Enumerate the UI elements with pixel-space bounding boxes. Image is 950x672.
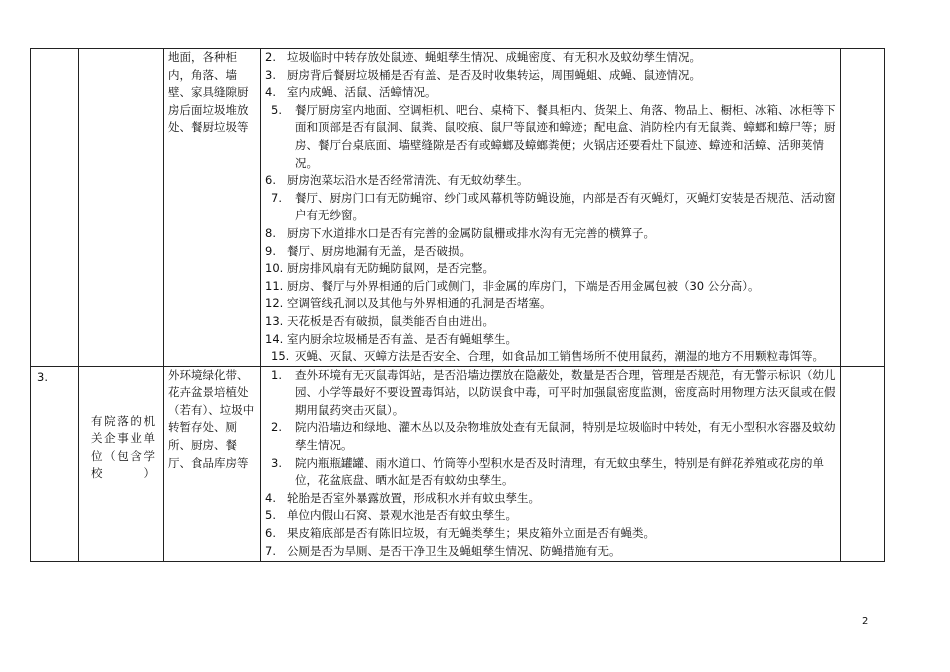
list-item: 4. 室内成蝇、活鼠、活蟑情况。 xyxy=(265,85,437,100)
list-item: 5. 餐厅厨房室内地面、空调柜机、吧台、桌椅下、餐具柜内、货架上、角落、物品上、橱柜、冰箱、冰柜等下面和顶部是否有鼠洞、鼠粪、鼠咬痕、鼠尸等鼠迹和蟑迹；配电盒、消防栓内有无鼠粪、蟑螂和蟑尸等；厨房、餐厅台桌底面、墙壁缝隙是否有或蟑螂及蟑螂粪便；火锅店还要看灶下鼠迹、蟑迹和活蟑、活卵荚情况。 xyxy=(271,102,836,170)
list-item: 8. 厨房下水道排水口是否有完善的金属防鼠栅或排水沟有无完善的横算子。 xyxy=(265,225,655,240)
list-item: 7. 餐厅、厨房门口有无防蝇帘、纱门或风幕机等防蝇设施，内部是否有灭蝇灯，灭蝇灯安装是否规范、活动窗户有无纱窗。 xyxy=(271,190,836,223)
remarks-cell xyxy=(841,49,885,367)
page-number: 2 xyxy=(862,616,869,627)
list-item: 3. 厨房背后餐厨垃圾桶是否有盖、是否及时收集转运，周围蝇蛆、成蝇、鼠迹情况。 xyxy=(265,67,701,82)
list-item: 7. 公厕是否为旱厕、是否干净卫生及蝇蛆孳生情况、防蝇措施有无。 xyxy=(265,543,621,558)
inspection-items xyxy=(261,49,841,367)
list-item: 4. 轮胎是否室外暴露放置，形成积水并有蚊虫孳生。 xyxy=(265,490,540,505)
inspection-area: 外环境绿化带、花卉盆景培植处（若有）、垃圾中转暂存处、厕所、厨房、餐厅、食品库房等 xyxy=(164,366,261,561)
list-item: 6. 果皮箱底部是否有陈旧垃圾，有无蝇类孳生；果皮箱外立面是否有蝇类。 xyxy=(265,526,655,541)
inspection-area: 地面，各种柜内，角落、墙壁、家具缝隙厨房后面垃圾堆放处、餐厨垃圾等 xyxy=(164,49,261,367)
list-item: 9. 餐厅、厨房地漏有无盖，是否破损。 xyxy=(265,243,471,258)
remarks-cell xyxy=(841,366,885,561)
unit-type xyxy=(79,49,164,367)
table-row xyxy=(31,49,885,367)
inspection-items xyxy=(261,366,841,561)
list-item: 10. 厨房排风扇有无防蝇防鼠网，是否完整。 xyxy=(265,261,494,276)
row-number xyxy=(31,49,79,367)
list-item: 2. 院内沿墙边和绿地、灌木丛以及杂物堆放处查有无鼠洞，特别是垃圾临时中转处，有无小型积水容器及蚊幼孳生情况。 xyxy=(271,420,836,453)
inspection-table xyxy=(30,48,885,562)
list-item: 6. 厨房泡菜坛沿水是否经常清洗、有无蚊幼孳生。 xyxy=(265,173,529,188)
list-item: 14. 室内厨余垃圾桶是否有盖、是否有蝇蛆孳生。 xyxy=(265,331,517,346)
row-number: 3. xyxy=(31,366,79,561)
table-row xyxy=(31,366,885,561)
unit-type: 有院落的机关企事业单位（包含学校） xyxy=(79,366,164,561)
list-item: 12. 空调管线孔洞以及其他与外界相通的孔洞是否堵塞。 xyxy=(265,296,552,311)
list-item: 11. 厨房、餐厅与外界相通的后门或侧门，非金属的库房门，下端是否用金属包被（30 公分高）。 xyxy=(265,278,760,293)
list-item: 2. 垃圾临时中转存放处鼠迹、蝇蛆孳生情况、成蝇密度、有无积水及蚊幼孳生情况。 xyxy=(265,50,701,64)
list-item: 13. 天花板是否有破损，鼠类能否自由进出。 xyxy=(265,313,494,328)
list-item: 5. 单位内假山石窝、景观水池是否有蚊虫孳生。 xyxy=(265,508,517,523)
list-item: 3. 院内瓶瓶罐罐、雨水道口、竹筒等小型积水是否及时清理，有无蚊虫孳生，特别是有鲜花养殖或花房的单位，花盆底盘、晒水缸是否有蚊幼虫孳生。 xyxy=(271,455,824,488)
list-item: 1. 查外环境有无灭鼠毒饵站，是否沿墙边摆放在隐蔽处，数量是否合理，管理是否规范，有无警示标识（幼儿园、小学等最好不要设置毒饵站，以防误食中毒，可平时加强鼠密度监测，密度高时用物理方法灭鼠或在假期用鼠药突击灭鼠）。 xyxy=(271,367,836,417)
list-item: 15. 灭蝇、灭鼠、灭蟑方法是否安全、合理，如食品加工销售场所不使用鼠药，潮湿的地方不用颗粒毒饵等。 xyxy=(271,349,824,364)
